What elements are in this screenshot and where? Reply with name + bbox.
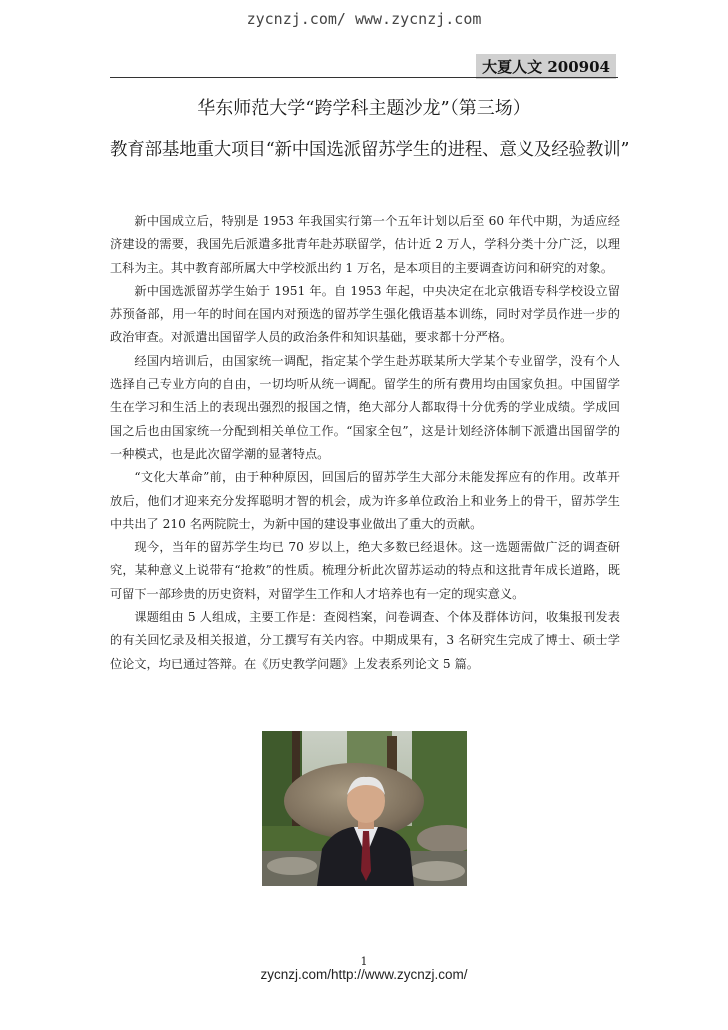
issue-tag: 大夏人文 200904 [476, 54, 616, 79]
paragraph: 课题组由 5 人组成，主要工作是：查阅档案，问卷调查、个体及群体访问，收集报刊发表的有关回忆录及相关报道，分工撰写有关内容。中期成果有，3 名研究生完成了博士、硕士学位论文，均已通过答辩。在《历史教学问题》上发表系列论文 5 篇。 [110, 610, 620, 671]
article-body [110, 210, 620, 676]
site-header: zycnzj.com/ www.zycnzj.com [246, 10, 482, 28]
paragraph: 经国内培训后，由国家统一调配，指定某个学生赴苏联某所大学某个专业留学，没有个人选择自己专业方向的自由，一切均听从统一调配。留学生的所有费用均由国家负担。中国留学生在学习和生活上的表现出强烈的报国之情，绝大部分人都取得十分优秀的学业成绩。学成回国之后也由国家统一分配到相关单位工作。“国家全包”，这是计划经济体制下派遣出国留学的一种模式，也是此次留学潮的显著特点。 [110, 353, 620, 461]
header-rule [110, 77, 618, 78]
page-number: 1 [360, 955, 368, 968]
paragraph: “文化大革命”前，由于种种原因，回国后的留苏学生大部分未能发挥应有的作用。改革开放后，他们才迎来充分发挥聪明才智的机会，成为许多单位政治上和业务上的骨干，留苏学生中共出了 210 名两院院士，为新中国的建设事业做出了重大的贡献。 [110, 470, 620, 531]
salon-title: 华东师范大学“跨学科主题沙龙”（第三场） [197, 98, 531, 119]
speaker-photo-image [262, 731, 467, 886]
project-title: 教育部基地重大项目“新中国选派留苏学生的进程、意义及经验教训” [110, 140, 630, 160]
footer-url: zycnzj.com/http://www.zycnzj.com/ [260, 967, 468, 982]
paragraph: 现今，当年的留苏学生均已 70 岁以上，绝大多数已经退休。这一选题需做广泛的调查研究，某种意义上说带有“抢救”的性质。梳理分析此次留苏运动的特点和这批青年成长道路，既可留下一部珍贵的历史资料，对留学生工作和人才培养也有一定的现实意义。 [110, 540, 620, 601]
paragraph: 新中国选派留苏学生始于 1951 年。自 1953 年起，中央决定在北京俄语专科学校设立留苏预备部，用一年的时间在国内对预选的留苏学生强化俄语基本训练，同时对学员作进一步的政治审查。对派遣出国留学人员的政治条件和知识基础，要求都十分严格。 [110, 283, 620, 345]
speaker-photo [262, 731, 467, 886]
paragraph: 新中国成立后，特别是 1953 年我国实行第一个五年计划以后至 60 年代中期，为适应经济建设的需要，我国先后派遣多批青年赴苏联留学，估计近 2 万人，学科分类十分广泛，以理工科为主。其中教育部所属大中学校派出约 1 万名，是本项目的主要调查访问和研究的对象。 [110, 214, 620, 275]
